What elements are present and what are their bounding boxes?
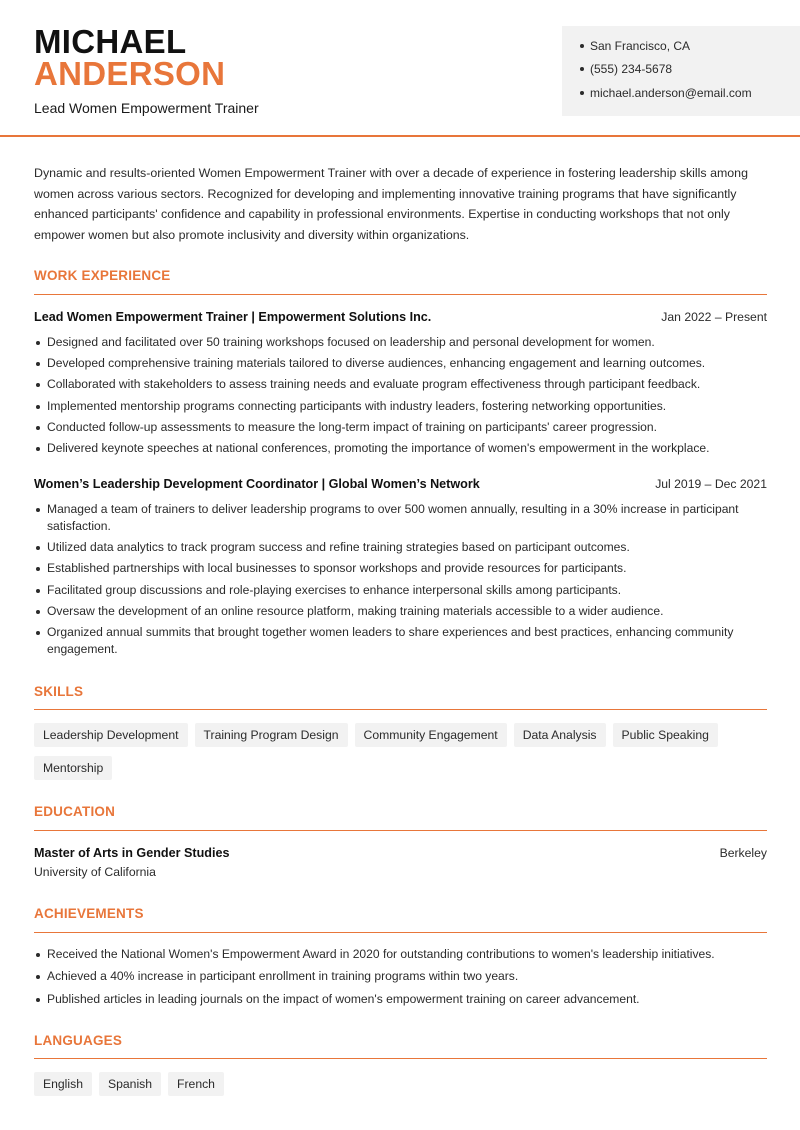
section-divider	[34, 932, 767, 933]
section-divider	[34, 1058, 767, 1059]
contact-phone-text: (555) 234-5678	[590, 62, 673, 77]
education-school: University of California	[34, 865, 156, 879]
list-item: Received the National Women's Empowerment Award in 2020 for outstanding contributions to women's leadership initiatives.	[34, 946, 767, 963]
contact-email-text: michael.anderson@email.com	[590, 85, 752, 100]
skills-list	[34, 723, 767, 780]
languages-list	[34, 1072, 767, 1096]
bullet-icon	[580, 44, 584, 48]
list-item: Managed a team of trainers to deliver leadership programs to over 500 women annually, resulting in a 30% increase in participant satisfaction.	[34, 501, 767, 535]
list-item: Oversaw the development of an online resource platform, making training materials accessible to a wider audience.	[34, 603, 767, 620]
job-bullets	[34, 334, 767, 457]
contact-box	[562, 26, 800, 116]
section-title-work: WORK EXPERIENCE	[34, 268, 171, 283]
achievements-list	[34, 946, 767, 1008]
skill-tag: Community Engagement	[355, 723, 507, 747]
list-item: Conducted follow-up assessments to measure the long-term impact of training on participants' career progression.	[34, 419, 767, 436]
contact-phone	[580, 58, 800, 82]
language-tag: Spanish	[99, 1072, 161, 1096]
language-tag: French	[168, 1072, 224, 1096]
bullet-icon	[580, 91, 584, 95]
list-item: Organized annual summits that brought together women leaders to share experiences and best practices, enhancing community engagement.	[34, 624, 767, 658]
contact-location	[580, 34, 800, 58]
job-header	[34, 477, 767, 491]
resume-header	[0, 0, 800, 137]
list-item: Implemented mentorship programs connecting participants with industry leaders, fostering networking opportunities.	[34, 398, 767, 415]
section-title-achievements: ACHIEVEMENTS	[34, 906, 144, 921]
list-item: Established partnerships with local businesses to sponsor workshops and provide resources for participants.	[34, 560, 767, 577]
contact-email	[580, 81, 800, 105]
section-title-languages: LANGUAGES	[34, 1033, 123, 1048]
section-title-skills: SKILLS	[34, 684, 84, 699]
job-role: Women’s Leadership Development Coordinator | Global Women’s Network	[34, 477, 480, 491]
education-degree: Master of Arts in Gender Studies	[34, 846, 230, 860]
list-item: Utilized data analytics to track program success and refine training strategies based on participant outcomes.	[34, 539, 767, 556]
summary: Dynamic and results-oriented Women Empowerment Trainer with over a decade of experience in fostering leadership skills among women across various sectors. Recognized for developing and implementing innovative training programs that have significantly enhanced participants' confidence and capability in professional environments. Expertise in conducting workshops that not only empower women but also promote inclusivity and diversity within organizations.	[34, 166, 748, 242]
section-divider	[34, 709, 767, 710]
contact-location-text: San Francisco, CA	[590, 38, 691, 53]
list-item: Achieved a 40% increase in participant enrollment in training programs within two years.	[34, 968, 767, 985]
list-item: Delivered keynote speeches at national conferences, promoting the importance of women's empowerment in the workplace.	[34, 440, 767, 457]
job-role: Lead Women Empowerment Trainer | Empowerment Solutions Inc.	[34, 310, 432, 324]
bullet-icon	[580, 67, 584, 71]
list-item: Facilitated group discussions and role-playing exercises to enhance interpersonal skills among participants.	[34, 582, 767, 599]
job-bullets	[34, 501, 767, 658]
skill-tag: Data Analysis	[514, 723, 606, 747]
first-name: MICHAEL	[34, 23, 187, 60]
section-title-education: EDUCATION	[34, 804, 116, 819]
skill-tag: Mentorship	[34, 756, 112, 780]
skill-tag: Training Program Design	[195, 723, 348, 747]
list-item: Designed and facilitated over 50 training workshops focused on leadership and personal development for women.	[34, 334, 767, 351]
education-location: Berkeley	[719, 846, 767, 860]
job-header	[34, 310, 767, 324]
list-item: Collaborated with stakeholders to assess training needs and evaluate program effectiveness through participant feedback.	[34, 376, 767, 393]
job-title: Lead Women Empowerment Trainer	[34, 100, 259, 116]
section-divider	[34, 294, 767, 295]
job-dates: Jan 2022 – Present	[661, 310, 767, 324]
language-tag: English	[34, 1072, 92, 1096]
skill-tag: Public Speaking	[613, 723, 718, 747]
list-item: Published articles in leading journals on the impact of women's empowerment training on career advancement.	[34, 991, 767, 1008]
last-name: ANDERSON	[34, 55, 226, 92]
list-item: Developed comprehensive training materials tailored to diverse audiences, enhancing engagement and learning outcomes.	[34, 355, 767, 372]
section-divider	[34, 830, 767, 831]
skill-tag: Leadership Development	[34, 723, 188, 747]
job-dates: Jul 2019 – Dec 2021	[655, 477, 767, 491]
